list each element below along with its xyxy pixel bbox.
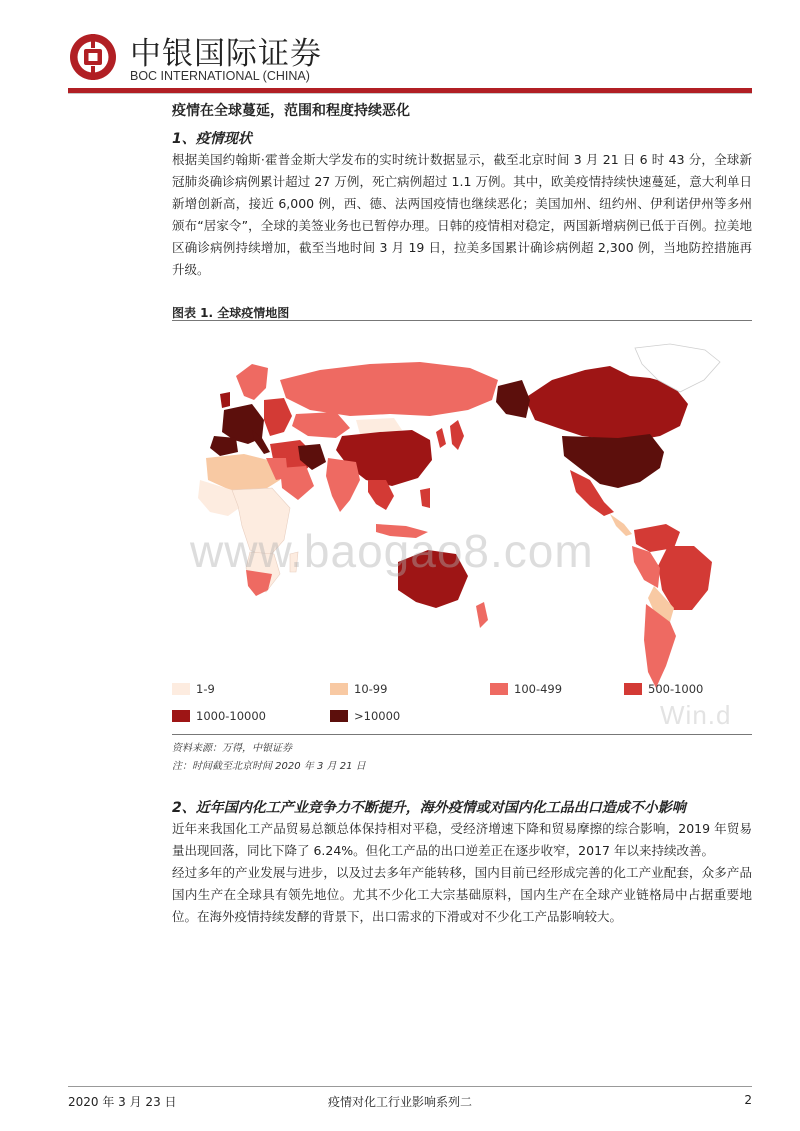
footer-rule	[68, 1086, 752, 1087]
figure-top-rule	[172, 320, 752, 321]
footer-series: 疫情对化工行业影响系列二	[327, 1095, 472, 1109]
legend-swatch	[172, 683, 190, 695]
legend-swatch	[330, 710, 348, 722]
legend-swatch	[330, 683, 348, 695]
section2-paragraph-1: 近年来我国化工产品贸易总额总体保持相对平稳，受经济增速下降和贸易摩擦的综合影响，2019 年贸易量出现回落，同比下降了 6.24%。但化工产品的出口逆差正在逐步收窄，2017 年以来持续改善。	[172, 821, 752, 858]
legend-item-500-1000: 500-1000	[624, 682, 703, 696]
map-spain	[210, 436, 238, 456]
map-new-zealand	[476, 602, 488, 628]
watermark: www.baogao8.com	[190, 525, 594, 577]
map-russia	[280, 362, 498, 416]
world-map	[180, 340, 740, 700]
map-uk	[220, 392, 230, 408]
legend-item-10-99: 10-99	[330, 682, 387, 696]
legend-item-1000-10000: 1000-10000	[172, 709, 266, 723]
section1-paragraph: 根据美国约翰斯·霍普金斯大学发布的实时统计数据显示，截至北京时间 3 月 21 日 6 时 43 分，全球新冠肺炎确诊病例累计超过 27 万例，死亡病例超过 1.1 万例。其中，欧美疫情持续快速蔓延，意大利单日新增创新高，接近 6,000 例，西、德、法两国疫情也继续恶化；美国加州、纽约州、伊利诺伊州等多州颁布“居家令”，全球的美签业务也已暂停办理。日韩的疫情相对稳定，两国新增病例已低于百例。拉美地区确诊病例持续增加，截至当地时间 3 月 19 日，拉美多国累计确诊病例超 2,300 例，当地防控措施再升级。	[172, 152, 752, 277]
brand-name-cn: 中银国际证券	[130, 36, 322, 72]
legend-item-gt-10000: >10000	[330, 709, 400, 723]
legend-item-1-9: 1-9	[172, 682, 215, 696]
boc-logo-icon	[68, 32, 118, 82]
map-central-america	[610, 514, 632, 536]
map-kazakhstan	[292, 412, 350, 438]
map-alaska	[496, 380, 530, 418]
legend-swatch	[172, 710, 190, 722]
legend-swatch	[490, 683, 508, 695]
section2-paragraph-2: 经过多年的产业发展与进步，以及过去多年产能转移，国内目前已经形成完善的化工产业配套，众多产品国内生产在全球具有领先地位。尤其不少化工大宗基础原料，国内生产在全球产业链格局中占据重要地位。在海外疫情持续发酵的背景下，出口需求的下滑或对不少化工产品影响较大。	[172, 865, 752, 924]
section1-title: 1、疫情现状	[172, 131, 252, 147]
map-scandinavia	[236, 364, 268, 400]
figure-label: 图表 1. 全球疫情地图	[172, 306, 290, 320]
wind-logo: Win.d	[660, 700, 732, 730]
legend-swatch	[624, 683, 642, 695]
header-rule-shadow	[68, 93, 752, 94]
map-eastern-europe	[264, 398, 292, 436]
figure-source: 资料来源：万得，中银证券	[172, 743, 292, 754]
map-philippines	[420, 488, 430, 508]
figure-note: 注：时间截至北京时间 2020 年 3 月 21 日	[172, 761, 366, 772]
brand-name-en: BOC INTERNATIONAL (CHINA)	[130, 69, 310, 83]
main-title: 疫情在全球蔓延，范围和程度持续恶化	[172, 103, 410, 119]
map-peru	[632, 546, 660, 588]
figure-bottom-rule	[172, 734, 752, 735]
legend-item-100-499: 100-499	[490, 682, 562, 696]
page-number: 2	[744, 1093, 752, 1107]
footer-date: 2020 年 3 月 23 日	[68, 1095, 177, 1109]
map-india	[326, 458, 360, 512]
section2-title: 2、近年国内化工产业竞争力不断提升，海外疫情或对国内化工品出口造成不小影响	[172, 800, 686, 816]
map-korea-japan	[436, 420, 464, 450]
